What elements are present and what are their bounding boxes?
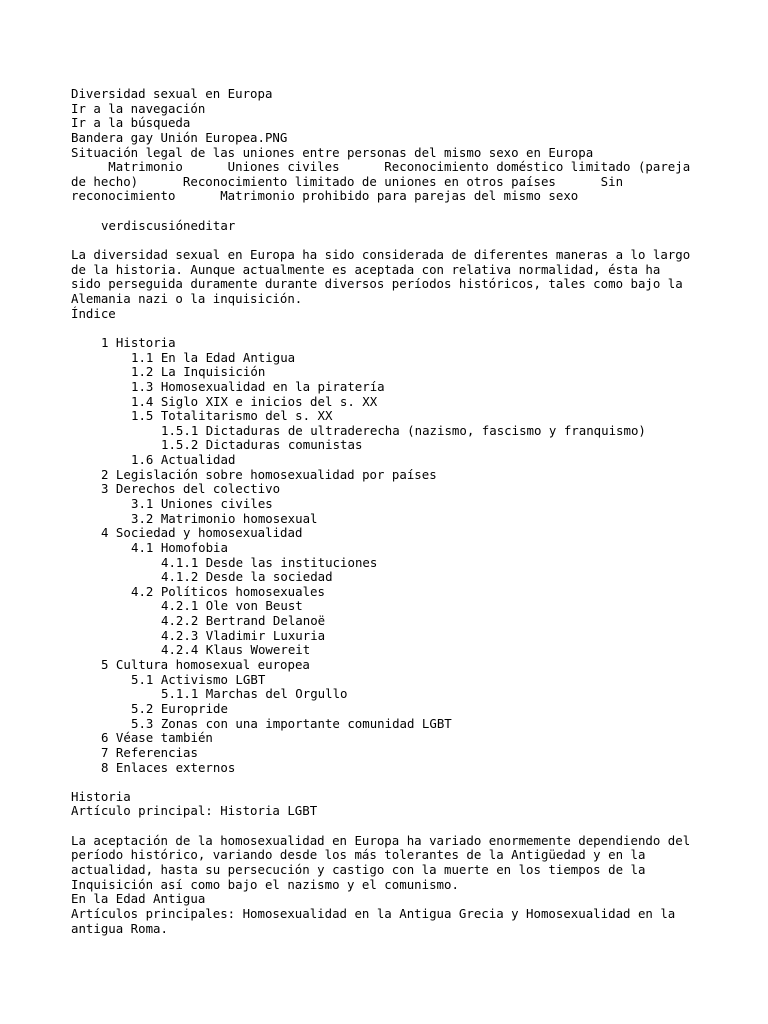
spacer [71, 204, 711, 219]
toc-item[interactable]: 5.1.1 Marchas del Orgullo [161, 686, 348, 702]
toc-item[interactable]: 5.2 Europride [131, 700, 228, 716]
toc-item[interactable]: 4 Sociedad y homosexualidad [101, 525, 303, 541]
toc-item[interactable]: 8 Enlaces externos [101, 759, 236, 775]
spacer [71, 233, 711, 248]
toc-item[interactable]: 3 Derechos del colectivo [101, 481, 281, 497]
main-articles-note: Artículos principales: Homosexualidad en la Antigua Grecia y Homosexualidad en la antigua Roma. [71, 906, 676, 936]
toc-item[interactable]: 4.1.1 Desde las instituciones [161, 554, 378, 570]
toc-item[interactable]: 5.1 Activismo LGBT [131, 671, 266, 687]
intro-paragraph: La diversidad sexual en Europa ha sido considerada de diferentes maneras a lo largo de la historia. Aunque actualmente es aceptada con relativa normalidad, ésta ha sido perseguida duramente durante diversos períodos históricos, tales como bajo la Alemania nazi o la inquisición. [71, 247, 691, 307]
toc-item[interactable]: 1.2 La Inquisición [131, 364, 266, 380]
toc-item[interactable]: 1.5.1 Dictaduras de ultraderecha (nazismo, fascismo y franquismo) [161, 422, 646, 438]
image-filename-link[interactable]: Bandera gay Unión Europea.PNG [71, 129, 288, 145]
toc-item[interactable]: 4.2.1 Ole von Beust [161, 598, 303, 614]
main-article-note: Artículo principal: Historia LGBT [71, 803, 318, 819]
map-legend-line-2: de hecho) Reconocimiento limitado de uniones en otros países Sin [71, 173, 624, 189]
view-discuss-edit-links[interactable]: verdiscusióneditar [101, 217, 236, 233]
toc-item[interactable]: 1.4 Siglo XIX e inicios del s. XX [131, 393, 378, 409]
spacer [71, 775, 711, 790]
spacer [71, 321, 711, 336]
skip-to-search-link[interactable]: Ir a la búsqueda [71, 115, 191, 131]
toc-item[interactable]: 1 Historia [101, 334, 176, 350]
toc-item[interactable]: 5 Cultura homosexual europea [101, 657, 310, 673]
toc-item[interactable]: 3.2 Matrimonio homosexual [131, 510, 318, 526]
map-caption: Situación legal de las uniones entre personas del mismo sexo en Europa [71, 144, 594, 160]
page-title: Diversidad sexual en Europa [71, 86, 273, 101]
toc-item[interactable]: 7 Referencias [101, 744, 198, 760]
section-heading-historia: Historia [71, 788, 131, 804]
toc-item[interactable]: 1.5.2 Dictaduras comunistas [161, 437, 363, 453]
document-body [71, 87, 711, 936]
spacer [71, 819, 711, 834]
toc-item[interactable]: 4.2.3 Vladimir Luxuria [161, 627, 326, 643]
toc-heading: Índice [71, 305, 116, 321]
toc-item[interactable]: 4.2 Políticos homosexuales [131, 583, 325, 599]
map-legend-line-1: Matrimonio Uniones civiles Reconocimiento doméstico limitado (pareja [71, 159, 691, 175]
toc-item[interactable]: 2 Legislación sobre homosexualidad por países [101, 466, 437, 482]
toc-item[interactable]: 4.1 Homofobia [131, 539, 228, 555]
toc-item[interactable]: 4.1.2 Desde la sociedad [161, 569, 333, 585]
toc-item[interactable]: 1.1 En la Edad Antigua [131, 349, 296, 365]
toc-item[interactable]: 1.5 Totalitarismo del s. XX [131, 408, 333, 424]
table-of-contents [71, 336, 711, 775]
toc-item[interactable]: 1.3 Homosexualidad en la piratería [131, 378, 385, 394]
toc-item[interactable]: 6 Véase también [101, 730, 213, 746]
toc-item[interactable]: 5.3 Zonas con una importante comunidad LGBT [131, 715, 452, 731]
toc-item[interactable]: 4.2.2 Bertrand Delanoë [161, 613, 326, 629]
toc-item[interactable]: 1.6 Actualidad [131, 452, 236, 468]
subsection-heading-edad-antigua: En la Edad Antigua [71, 891, 206, 907]
toc-item[interactable]: 4.2.4 Klaus Wowereit [161, 642, 311, 658]
historia-paragraph: La aceptación de la homosexualidad en Europa ha variado enormemente dependiendo del período histórico, variando desde los más tolerantes de la Antigüedad y en la actualidad, hasta su persecución y castigo con la muerte en los tiempos de la Inquisición así como bajo el nazismo y el comunismo. [71, 832, 691, 892]
skip-to-navigation-link[interactable]: Ir a la navegación [71, 100, 206, 116]
map-legend-line-3: reconocimiento Matrimonio prohibido para parejas del mismo sexo [71, 188, 579, 204]
toc-item[interactable]: 3.1 Uniones civiles [131, 496, 273, 511]
